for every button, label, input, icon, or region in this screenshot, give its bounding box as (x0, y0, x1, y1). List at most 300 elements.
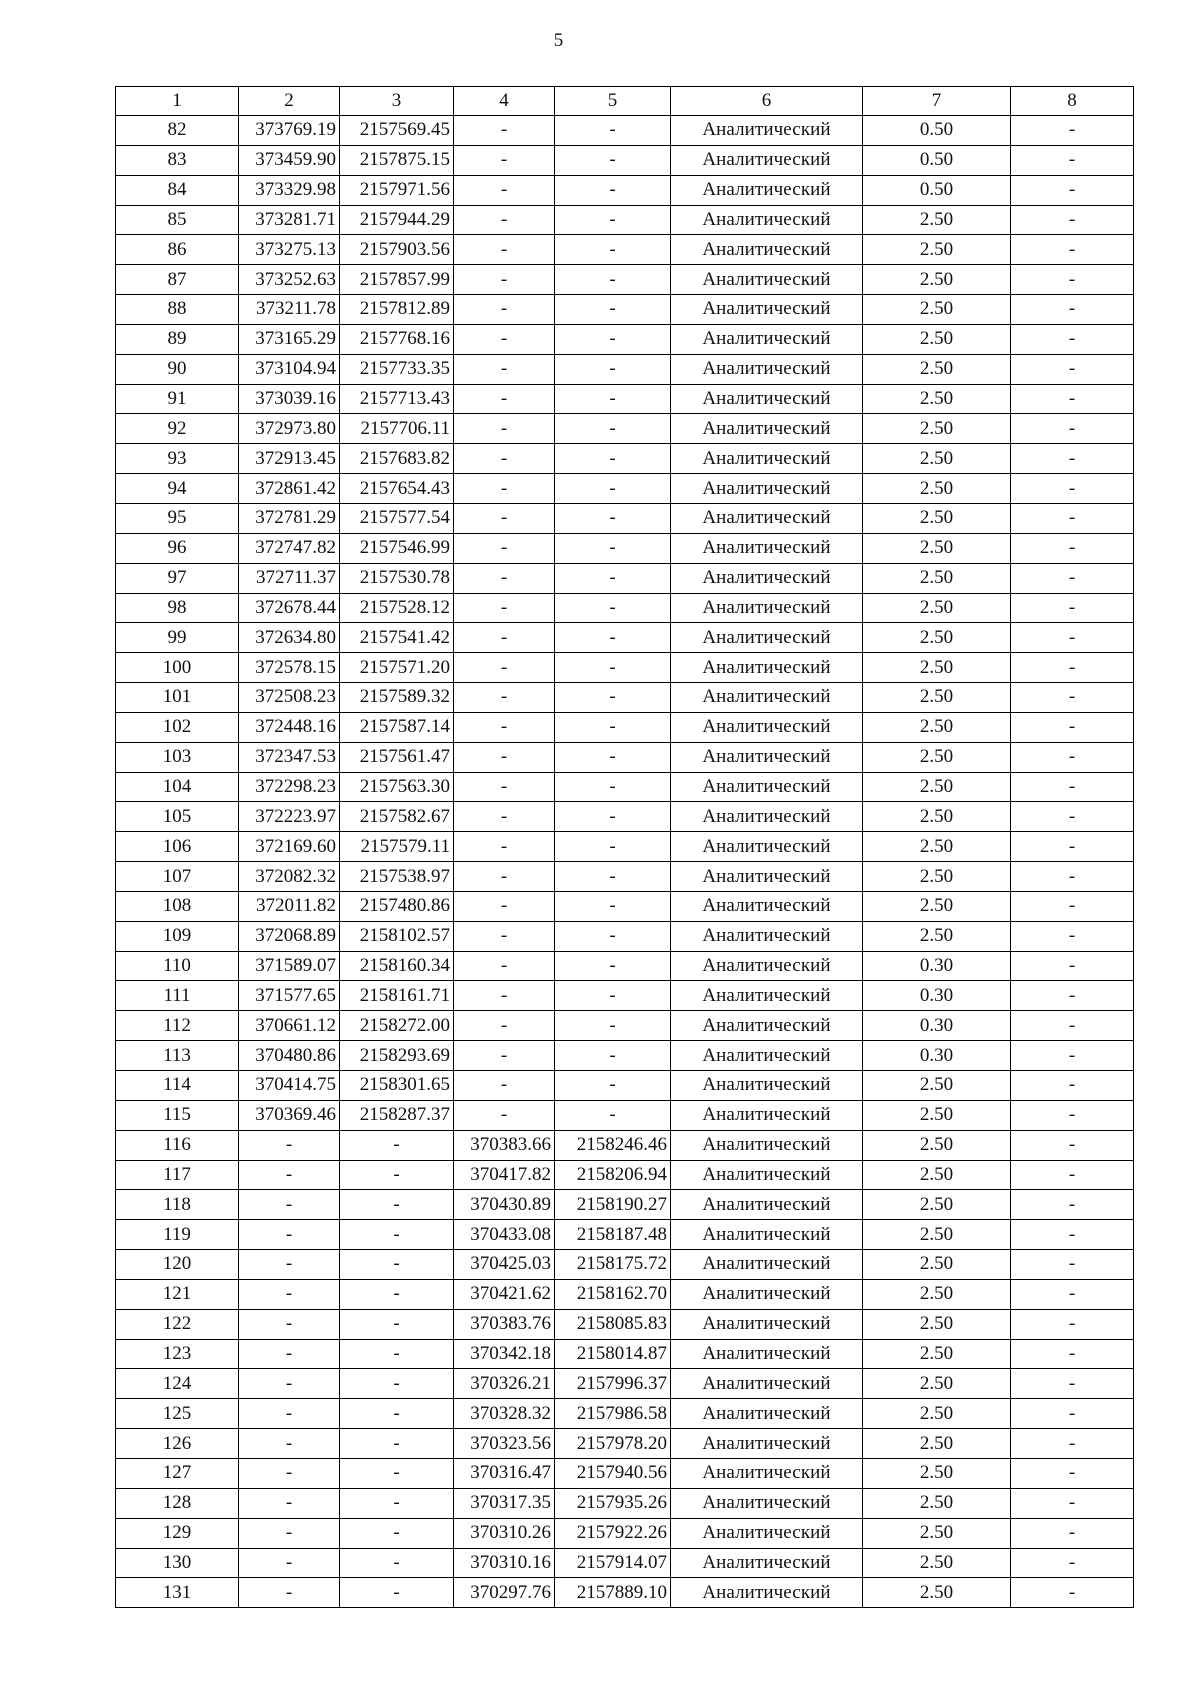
accuracy-cell: 2.50 (863, 205, 1011, 235)
method-cell: Аналитический (671, 1429, 863, 1459)
x-coordinate-cell: 370414.75 (239, 1071, 340, 1101)
table-row (116, 742, 1134, 772)
y-new-coordinate-cell: - (555, 474, 671, 504)
x-coordinate-cell: 372634.80 (239, 623, 340, 653)
accuracy-cell: 2.50 (863, 623, 1011, 653)
y-coordinate-cell: 2158287.37 (340, 1100, 454, 1130)
description-cell: - (1011, 384, 1134, 414)
description-cell: - (1011, 1488, 1134, 1518)
accuracy-cell: 2.50 (863, 265, 1011, 295)
y-coordinate-cell: 2158102.57 (340, 921, 454, 951)
accuracy-cell: 2.50 (863, 563, 1011, 593)
y-new-coordinate-cell: 2157940.56 (555, 1458, 671, 1488)
method-cell: Аналитический (671, 1399, 863, 1429)
x-new-coordinate-cell: - (454, 1041, 555, 1071)
method-cell: Аналитический (671, 742, 863, 772)
x-new-coordinate-cell: - (454, 683, 555, 713)
point-number-cell: 92 (116, 414, 239, 444)
method-cell: Аналитический (671, 951, 863, 981)
x-new-coordinate-cell: 370342.18 (454, 1339, 555, 1369)
y-new-coordinate-cell: - (555, 742, 671, 772)
table-row (116, 1160, 1134, 1190)
point-number-cell: 125 (116, 1399, 239, 1429)
y-new-coordinate-cell: - (555, 145, 671, 175)
table-row (116, 354, 1134, 384)
x-new-coordinate-cell: - (454, 623, 555, 653)
x-new-coordinate-cell: - (454, 175, 555, 205)
x-coordinate-cell: - (239, 1548, 340, 1578)
table-row (116, 1548, 1134, 1578)
accuracy-cell: 2.50 (863, 1488, 1011, 1518)
y-new-coordinate-cell: 2158085.83 (555, 1309, 671, 1339)
point-number-cell: 82 (116, 116, 239, 146)
x-new-coordinate-cell: 370433.08 (454, 1220, 555, 1250)
x-new-coordinate-cell: - (454, 563, 555, 593)
y-coordinate-cell: - (340, 1190, 454, 1220)
table-row (116, 1339, 1134, 1369)
y-coordinate-cell: 2157944.29 (340, 205, 454, 235)
x-coordinate-cell: 372578.15 (239, 653, 340, 683)
y-new-coordinate-cell: - (555, 1100, 671, 1130)
table-row (116, 205, 1134, 235)
y-new-coordinate-cell: - (555, 951, 671, 981)
method-cell: Аналитический (671, 1369, 863, 1399)
x-new-coordinate-cell: - (454, 862, 555, 892)
y-new-coordinate-cell: 2158190.27 (555, 1190, 671, 1220)
description-cell: - (1011, 1250, 1134, 1280)
table-row (116, 802, 1134, 832)
x-coordinate-cell: 372747.82 (239, 533, 340, 563)
y-coordinate-cell: 2157733.35 (340, 354, 454, 384)
accuracy-cell: 2.50 (863, 772, 1011, 802)
y-coordinate-cell: 2157706.11 (340, 414, 454, 444)
y-coordinate-cell: - (340, 1429, 454, 1459)
accuracy-cell: 2.50 (863, 414, 1011, 444)
table-row (116, 1130, 1134, 1160)
point-number-cell: 106 (116, 832, 239, 862)
table-row (116, 235, 1134, 265)
x-new-coordinate-cell: - (454, 116, 555, 146)
method-cell: Аналитический (671, 205, 863, 235)
description-cell: - (1011, 1011, 1134, 1041)
table-row (116, 265, 1134, 295)
method-cell: Аналитический (671, 1071, 863, 1101)
point-number-cell: 108 (116, 891, 239, 921)
accuracy-cell: 2.50 (863, 1220, 1011, 1250)
x-coordinate-cell: 372711.37 (239, 563, 340, 593)
y-new-coordinate-cell: - (555, 921, 671, 951)
description-cell: - (1011, 175, 1134, 205)
accuracy-cell: 2.50 (863, 653, 1011, 683)
x-new-coordinate-cell: - (454, 1100, 555, 1130)
description-cell: - (1011, 921, 1134, 951)
y-coordinate-cell: - (340, 1578, 454, 1608)
header-cell-col3: 3 (340, 87, 454, 116)
y-new-coordinate-cell: - (555, 653, 671, 683)
accuracy-cell: 2.50 (863, 832, 1011, 862)
x-coordinate-cell: 372678.44 (239, 593, 340, 623)
method-cell: Аналитический (671, 653, 863, 683)
point-number-cell: 96 (116, 533, 239, 563)
method-cell: Аналитический (671, 1160, 863, 1190)
description-cell: - (1011, 474, 1134, 504)
description-cell: - (1011, 235, 1134, 265)
x-new-coordinate-cell: - (454, 593, 555, 623)
x-coordinate-cell: - (239, 1250, 340, 1280)
point-number-cell: 89 (116, 324, 239, 354)
accuracy-cell: 2.50 (863, 1130, 1011, 1160)
description-cell: - (1011, 533, 1134, 563)
point-number-cell: 84 (116, 175, 239, 205)
x-coordinate-cell: - (239, 1518, 340, 1548)
x-new-coordinate-cell: - (454, 921, 555, 951)
table-row (116, 384, 1134, 414)
y-new-coordinate-cell: - (555, 623, 671, 653)
accuracy-cell: 2.50 (863, 891, 1011, 921)
y-coordinate-cell: - (340, 1548, 454, 1578)
table-row (116, 862, 1134, 892)
y-coordinate-cell: 2157569.45 (340, 116, 454, 146)
accuracy-cell: 2.50 (863, 1339, 1011, 1369)
x-coordinate-cell: 372973.80 (239, 414, 340, 444)
point-number-cell: 113 (116, 1041, 239, 1071)
point-number-cell: 101 (116, 683, 239, 713)
point-number-cell: 121 (116, 1279, 239, 1309)
method-cell: Аналитический (671, 354, 863, 384)
header-cell-col5: 5 (555, 87, 671, 116)
x-new-coordinate-cell: 370383.66 (454, 1130, 555, 1160)
accuracy-cell: 2.50 (863, 1548, 1011, 1578)
method-cell: Аналитический (671, 295, 863, 325)
x-coordinate-cell: - (239, 1578, 340, 1608)
table-row (116, 981, 1134, 1011)
method-cell: Аналитический (671, 1488, 863, 1518)
table-row (116, 563, 1134, 593)
x-coordinate-cell: 373104.94 (239, 354, 340, 384)
description-cell: - (1011, 414, 1134, 444)
method-cell: Аналитический (671, 414, 863, 444)
table-row (116, 772, 1134, 802)
y-new-coordinate-cell: - (555, 533, 671, 563)
description-cell: - (1011, 1399, 1134, 1429)
y-coordinate-cell: 2157577.54 (340, 503, 454, 533)
table-row (116, 474, 1134, 504)
point-number-cell: 115 (116, 1100, 239, 1130)
description-cell: - (1011, 1130, 1134, 1160)
y-new-coordinate-cell: 2157935.26 (555, 1488, 671, 1518)
point-number-cell: 109 (116, 921, 239, 951)
table-row (116, 653, 1134, 683)
point-number-cell: 116 (116, 1130, 239, 1160)
header-cell-col7: 7 (863, 87, 1011, 116)
x-coordinate-cell: 372448.16 (239, 712, 340, 742)
y-coordinate-cell: 2157480.86 (340, 891, 454, 921)
y-new-coordinate-cell: 2157922.26 (555, 1518, 671, 1548)
header-cell-col1: 1 (116, 87, 239, 116)
x-coordinate-cell: 372068.89 (239, 921, 340, 951)
accuracy-cell: 0.30 (863, 951, 1011, 981)
header-cell-col2: 2 (239, 87, 340, 116)
x-new-coordinate-cell: 370297.76 (454, 1578, 555, 1608)
method-cell: Аналитический (671, 1279, 863, 1309)
description-cell: - (1011, 1458, 1134, 1488)
method-cell: Аналитический (671, 862, 863, 892)
table-row (116, 503, 1134, 533)
x-coordinate-cell: 372861.42 (239, 474, 340, 504)
table-row (116, 145, 1134, 175)
description-cell: - (1011, 503, 1134, 533)
x-coordinate-cell: 373769.19 (239, 116, 340, 146)
y-new-coordinate-cell: - (555, 593, 671, 623)
point-number-cell: 85 (116, 205, 239, 235)
table-row (116, 623, 1134, 653)
accuracy-cell: 2.50 (863, 1458, 1011, 1488)
table-row (116, 1518, 1134, 1548)
x-new-coordinate-cell: - (454, 1011, 555, 1041)
accuracy-cell: 2.50 (863, 1578, 1011, 1608)
point-number-cell: 105 (116, 802, 239, 832)
point-number-cell: 99 (116, 623, 239, 653)
y-new-coordinate-cell: 2158187.48 (555, 1220, 671, 1250)
y-coordinate-cell: 2157857.99 (340, 265, 454, 295)
table-row (116, 1100, 1134, 1130)
description-cell: - (1011, 772, 1134, 802)
x-new-coordinate-cell: - (454, 474, 555, 504)
y-coordinate-cell: 2157875.15 (340, 145, 454, 175)
y-new-coordinate-cell: 2158162.70 (555, 1279, 671, 1309)
y-coordinate-cell: 2158293.69 (340, 1041, 454, 1071)
method-cell: Аналитический (671, 772, 863, 802)
method-cell: Аналитический (671, 921, 863, 951)
description-cell: - (1011, 1339, 1134, 1369)
x-coordinate-cell: 370661.12 (239, 1011, 340, 1041)
x-new-coordinate-cell: - (454, 653, 555, 683)
accuracy-cell: 2.50 (863, 742, 1011, 772)
table-body (116, 116, 1134, 1608)
y-new-coordinate-cell: - (555, 563, 671, 593)
y-new-coordinate-cell: - (555, 205, 671, 235)
x-coordinate-cell: 371577.65 (239, 981, 340, 1011)
description-cell: - (1011, 1160, 1134, 1190)
y-new-coordinate-cell: - (555, 444, 671, 474)
y-new-coordinate-cell: 2158014.87 (555, 1339, 671, 1369)
point-number-cell: 103 (116, 742, 239, 772)
y-coordinate-cell: 2158161.71 (340, 981, 454, 1011)
x-coordinate-cell: - (239, 1279, 340, 1309)
accuracy-cell: 2.50 (863, 593, 1011, 623)
x-coordinate-cell: - (239, 1220, 340, 1250)
x-new-coordinate-cell: - (454, 205, 555, 235)
method-cell: Аналитический (671, 116, 863, 146)
y-new-coordinate-cell: - (555, 981, 671, 1011)
header-cell-col4: 4 (454, 87, 555, 116)
description-cell: - (1011, 623, 1134, 653)
accuracy-cell: 2.50 (863, 354, 1011, 384)
point-number-cell: 102 (116, 712, 239, 742)
description-cell: - (1011, 862, 1134, 892)
method-cell: Аналитический (671, 623, 863, 653)
table-row (116, 921, 1134, 951)
y-new-coordinate-cell: - (555, 354, 671, 384)
method-cell: Аналитический (671, 533, 863, 563)
description-cell: - (1011, 593, 1134, 623)
description-cell: - (1011, 1041, 1134, 1071)
table-row (116, 414, 1134, 444)
point-number-cell: 119 (116, 1220, 239, 1250)
description-cell: - (1011, 1309, 1134, 1339)
point-number-cell: 114 (116, 1071, 239, 1101)
accuracy-cell: 2.50 (863, 1369, 1011, 1399)
table-row (116, 1399, 1134, 1429)
y-coordinate-cell: 2158301.65 (340, 1071, 454, 1101)
accuracy-cell: 2.50 (863, 802, 1011, 832)
y-coordinate-cell: - (340, 1130, 454, 1160)
description-cell: - (1011, 1578, 1134, 1608)
x-new-coordinate-cell: 370317.35 (454, 1488, 555, 1518)
accuracy-cell: 0.30 (863, 1011, 1011, 1041)
x-coordinate-cell: - (239, 1399, 340, 1429)
x-new-coordinate-cell: 370326.21 (454, 1369, 555, 1399)
method-cell: Аналитический (671, 384, 863, 414)
description-cell: - (1011, 832, 1134, 862)
x-new-coordinate-cell: - (454, 324, 555, 354)
y-coordinate-cell: 2158160.34 (340, 951, 454, 981)
y-new-coordinate-cell: - (555, 1041, 671, 1071)
point-number-cell: 129 (116, 1518, 239, 1548)
description-cell: - (1011, 1369, 1134, 1399)
table-row (116, 683, 1134, 713)
y-coordinate-cell: 2157582.67 (340, 802, 454, 832)
table-row (116, 295, 1134, 325)
point-number-cell: 110 (116, 951, 239, 981)
x-new-coordinate-cell: 370421.62 (454, 1279, 555, 1309)
accuracy-cell: 2.50 (863, 921, 1011, 951)
accuracy-cell: 2.50 (863, 1518, 1011, 1548)
x-coordinate-cell: - (239, 1339, 340, 1369)
method-cell: Аналитический (671, 1220, 863, 1250)
table-header (116, 87, 1134, 116)
x-new-coordinate-cell: - (454, 802, 555, 832)
x-new-coordinate-cell: 370417.82 (454, 1160, 555, 1190)
description-cell: - (1011, 354, 1134, 384)
accuracy-cell: 2.50 (863, 1100, 1011, 1130)
description-cell: - (1011, 742, 1134, 772)
x-new-coordinate-cell: - (454, 444, 555, 474)
y-new-coordinate-cell: - (555, 175, 671, 205)
y-coordinate-cell: 2157563.30 (340, 772, 454, 802)
table-row (116, 1488, 1134, 1518)
header-cell-col8: 8 (1011, 87, 1134, 116)
y-coordinate-cell: - (340, 1339, 454, 1369)
x-coordinate-cell: 372169.60 (239, 832, 340, 862)
header-row (116, 87, 1134, 116)
table-row (116, 1041, 1134, 1071)
x-new-coordinate-cell: 370328.32 (454, 1399, 555, 1429)
accuracy-cell: 2.50 (863, 1250, 1011, 1280)
accuracy-cell: 2.50 (863, 1279, 1011, 1309)
y-new-coordinate-cell: - (555, 891, 671, 921)
y-new-coordinate-cell: - (555, 414, 671, 444)
x-new-coordinate-cell: - (454, 265, 555, 295)
x-new-coordinate-cell: - (454, 1071, 555, 1101)
x-new-coordinate-cell: - (454, 295, 555, 325)
x-new-coordinate-cell: - (454, 533, 555, 563)
x-new-coordinate-cell: 370310.26 (454, 1518, 555, 1548)
x-coordinate-cell: 372508.23 (239, 683, 340, 713)
method-cell: Аналитический (671, 1458, 863, 1488)
y-coordinate-cell: 2157812.89 (340, 295, 454, 325)
y-new-coordinate-cell: 2158175.72 (555, 1250, 671, 1280)
method-cell: Аналитический (671, 145, 863, 175)
y-coordinate-cell: 2157683.82 (340, 444, 454, 474)
accuracy-cell: 2.50 (863, 1160, 1011, 1190)
description-cell: - (1011, 1220, 1134, 1250)
method-cell: Аналитический (671, 1250, 863, 1280)
accuracy-cell: 2.50 (863, 862, 1011, 892)
table-row (116, 1578, 1134, 1608)
table-row (116, 891, 1134, 921)
accuracy-cell: 2.50 (863, 1071, 1011, 1101)
y-new-coordinate-cell: 2158206.94 (555, 1160, 671, 1190)
y-coordinate-cell: 2157903.56 (340, 235, 454, 265)
x-coordinate-cell: 372298.23 (239, 772, 340, 802)
y-new-coordinate-cell: - (555, 1011, 671, 1041)
point-number-cell: 104 (116, 772, 239, 802)
method-cell: Аналитический (671, 563, 863, 593)
method-cell: Аналитический (671, 891, 863, 921)
x-coordinate-cell: 373281.71 (239, 205, 340, 235)
description-cell: - (1011, 891, 1134, 921)
point-number-cell: 112 (116, 1011, 239, 1041)
x-coordinate-cell: 371589.07 (239, 951, 340, 981)
y-coordinate-cell: 2157768.16 (340, 324, 454, 354)
method-cell: Аналитический (671, 1190, 863, 1220)
x-new-coordinate-cell: - (454, 235, 555, 265)
method-cell: Аналитический (671, 503, 863, 533)
y-new-coordinate-cell: - (555, 802, 671, 832)
y-new-coordinate-cell: - (555, 265, 671, 295)
accuracy-cell: 2.50 (863, 533, 1011, 563)
point-number-cell: 120 (116, 1250, 239, 1280)
x-new-coordinate-cell: - (454, 742, 555, 772)
point-number-cell: 117 (116, 1160, 239, 1190)
method-cell: Аналитический (671, 1548, 863, 1578)
description-cell: - (1011, 324, 1134, 354)
y-coordinate-cell: - (340, 1309, 454, 1339)
accuracy-cell: 2.50 (863, 324, 1011, 354)
description-cell: - (1011, 265, 1134, 295)
x-new-coordinate-cell: - (454, 354, 555, 384)
point-number-cell: 126 (116, 1429, 239, 1459)
method-cell: Аналитический (671, 235, 863, 265)
x-new-coordinate-cell: - (454, 981, 555, 1011)
method-cell: Аналитический (671, 324, 863, 354)
x-coordinate-cell: 372011.82 (239, 891, 340, 921)
y-coordinate-cell: 2157541.42 (340, 623, 454, 653)
method-cell: Аналитический (671, 1339, 863, 1369)
description-cell: - (1011, 563, 1134, 593)
y-new-coordinate-cell: - (555, 503, 671, 533)
x-coordinate-cell: 373211.78 (239, 295, 340, 325)
method-cell: Аналитический (671, 1041, 863, 1071)
x-new-coordinate-cell: - (454, 832, 555, 862)
x-coordinate-cell: 370369.46 (239, 1100, 340, 1130)
y-new-coordinate-cell: 2157914.07 (555, 1548, 671, 1578)
description-cell: - (1011, 683, 1134, 713)
x-coordinate-cell: 372223.97 (239, 802, 340, 832)
method-cell: Аналитический (671, 1578, 863, 1608)
y-new-coordinate-cell: - (555, 862, 671, 892)
